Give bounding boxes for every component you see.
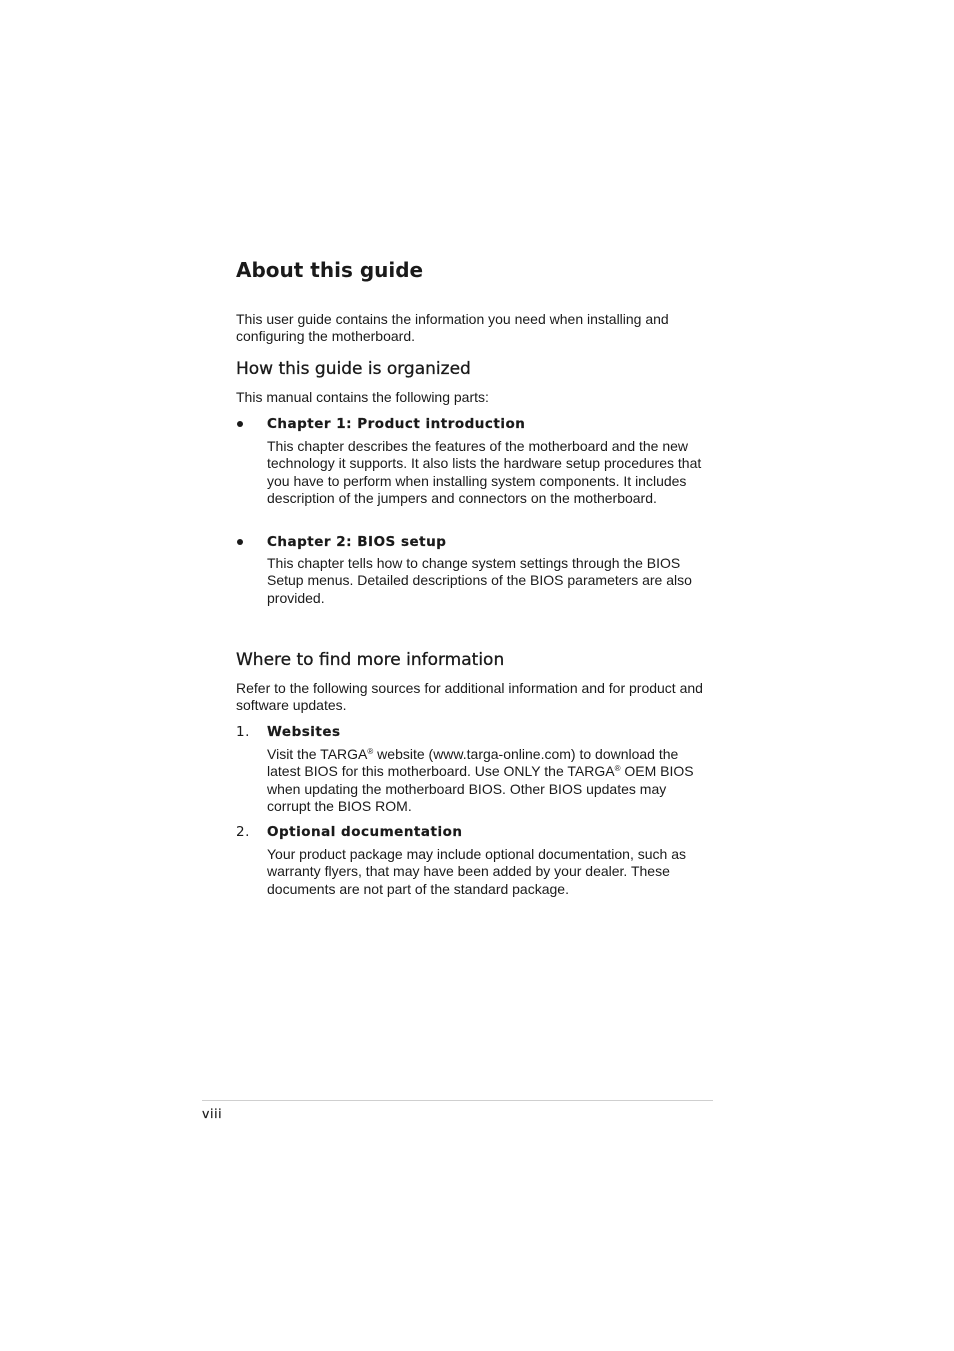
item-number-2: 2. (236, 824, 250, 840)
more-info-lead: Refer to the following sources for additional information and for product and software updates. (236, 680, 703, 714)
chapter-1-title: Chapter 1: Product introduction (267, 416, 526, 432)
page-number: viii (202, 1106, 223, 1121)
websites-description (267, 746, 707, 816)
section-heading-more-info: Where to find more information (236, 650, 505, 670)
chapter-1-description: This chapter describes the features of the motherboard and the new technology it supports. It also lists the hardware setup procedures that you have to perform when installing system components. It includes description of the jumpers and connectors on the motherboard. (267, 438, 702, 507)
registered-mark: ® (367, 747, 374, 756)
section-heading-organization: How this guide is organized (236, 359, 471, 379)
page-title: About this guide (236, 258, 424, 282)
optional-documentation-title: Optional documentation (267, 824, 463, 840)
chapter-2-description: This chapter tells how to change system settings through the BIOS Setup menus. Detailed descriptions of the BIOS parameters are also provided. (267, 555, 692, 606)
intro-paragraph: This user guide contains the information you need when installing and configuring the motherboard. (236, 311, 669, 345)
chapter-2-title: Chapter 2: BIOS setup (267, 534, 447, 550)
item-number-1: 1. (236, 724, 250, 740)
bullet-icon (237, 421, 243, 427)
websites-text-1: Visit the TARGA (267, 746, 368, 762)
websites-title: Websites (267, 724, 341, 740)
registered-mark: ® (614, 764, 621, 774)
websites-text-3: OEM BIOS when updating the motherboard BIOS. Other BIOS updates may corrupt the BIOS ROM. (267, 763, 694, 815)
optional-documentation-description: Your product package may include optional documentation, such as warranty flyers, that may have been added by your dealer. These documents are not part of the standard package. (267, 846, 686, 897)
bullet-icon (237, 539, 243, 545)
footer-rule (202, 1100, 713, 1101)
organization-lead: This manual contains the following parts: (236, 389, 489, 405)
websites-text-2: website (www.targa-online.com) to download the latest BIOS for this motherboard. Use ONLY the TARGA (267, 746, 679, 780)
